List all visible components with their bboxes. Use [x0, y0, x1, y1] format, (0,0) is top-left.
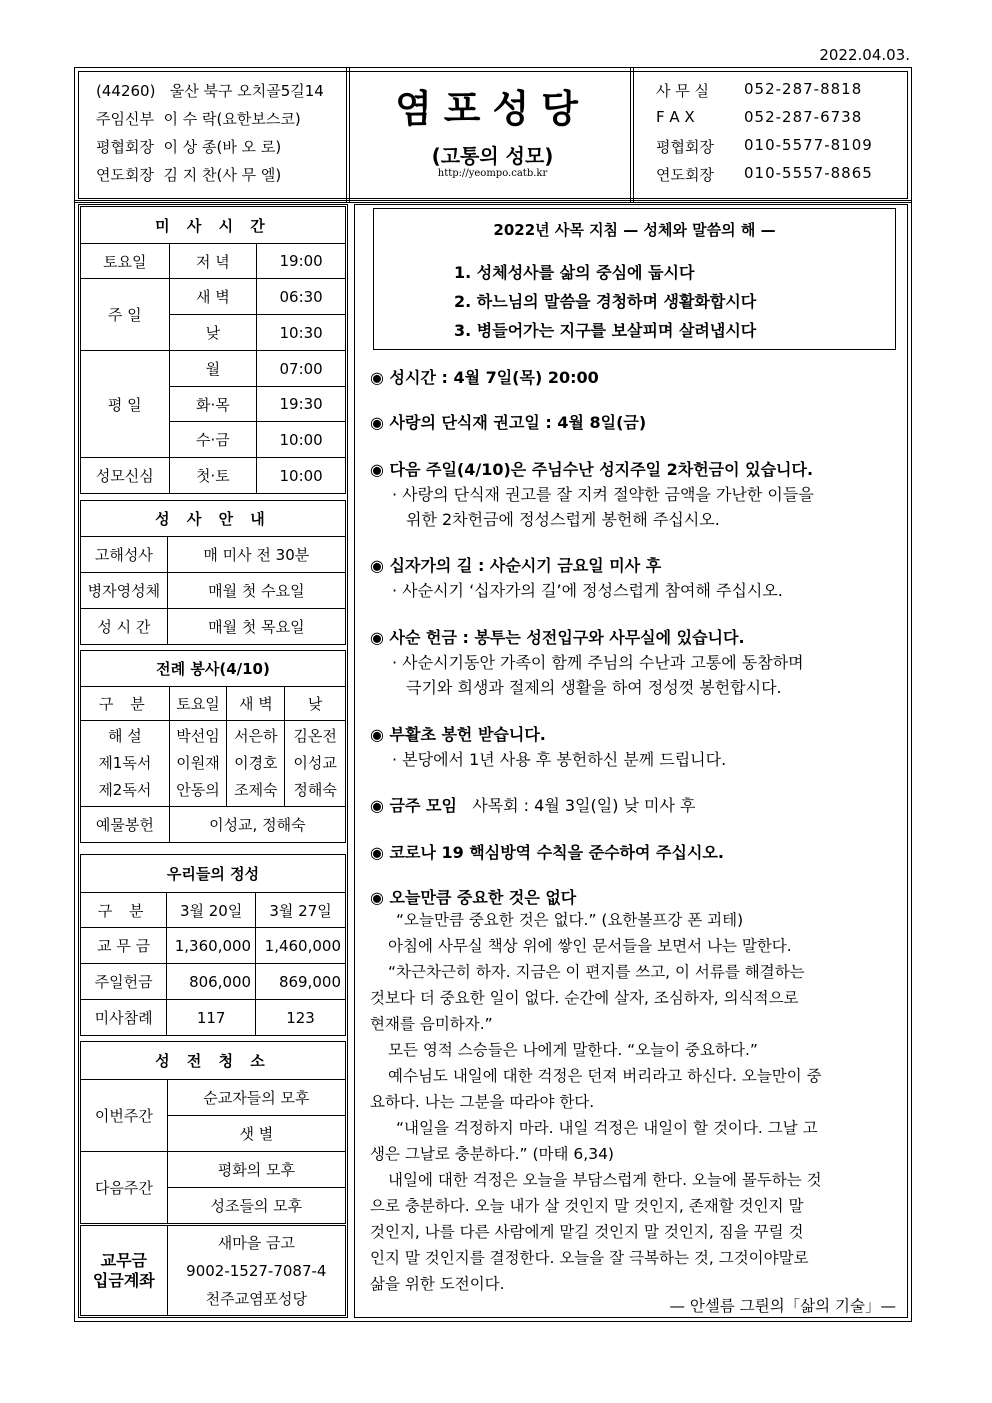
- wed-fri: 수·금: [169, 422, 257, 458]
- pastoral-title: 2022년 사목 지침 — 성체와 말씀의 해 —: [493, 221, 776, 239]
- account-table: [80, 1225, 346, 1316]
- liturgy-title: 전례 봉사(4/10): [81, 651, 346, 687]
- sacrament-title: 성 사 안 내: [81, 501, 346, 537]
- sunday-dawn-time: 06:30: [257, 279, 346, 315]
- monday-time: 07:00: [257, 351, 346, 387]
- this-week-group-2: 샛 별: [167, 1116, 345, 1152]
- sat-first-reader: 이원재: [176, 754, 220, 772]
- essay-line: 요하다. 나는 그분을 따라야 한다.: [370, 1093, 595, 1111]
- saturday-label: 토요일: [81, 244, 170, 279]
- this-week-label: 이번주간: [81, 1080, 168, 1152]
- essay-line: 현재를 음미하자.”: [370, 1015, 493, 1033]
- account-label-line2: 입금계좌: [92, 1270, 155, 1290]
- confession-value: 매 미사 전 30분: [167, 537, 345, 573]
- council-president-name: 이 상 종(바 오 로): [163, 138, 282, 156]
- weekday-label: 평 일: [81, 351, 170, 458]
- this-week-group-1: 순교자들의 모후: [167, 1080, 345, 1116]
- essay-body: [370, 907, 900, 1297]
- sat-commentator: 박선임: [176, 727, 220, 745]
- church-dues-label: 교 무 금: [81, 928, 167, 964]
- notice-lenten-detail-1: · 사순시기동안 가족이 함께 주님의 수난과 고통에 동참하며: [392, 653, 804, 672]
- funeral-president-label: 연도회장: [96, 166, 154, 184]
- offerings-header-mar27: 3월 27일: [256, 893, 346, 928]
- essay-line: 아침에 사무실 책상 위에 쌓인 문서들을 보면서 나는 말한다.: [388, 937, 792, 955]
- dawn-commentator: 서은하: [234, 727, 278, 745]
- weekly-meeting-detail: 사목회 : 4월 3일(일) 낮 미사 후: [472, 796, 696, 815]
- day-commentator: 김온전: [293, 727, 337, 745]
- essay-line: 것인지, 나를 다른 사람에게 맡길 것인지 말 것인지, 짐을 꾸릴 것: [370, 1223, 804, 1241]
- notice-weekly-meeting: [370, 793, 696, 816]
- essay-line: 모든 영적 스승들은 나에게 말한다. “오늘이 중요하다.”: [388, 1041, 758, 1059]
- notice-covid: ◉ 코로나 19 핵심방역 수칙을 준수하여 주십시오.: [370, 843, 724, 862]
- account-label-line1: 교무금: [100, 1250, 147, 1270]
- mass-times-title: 미 사 시 간: [81, 207, 346, 244]
- sacrament-table: [80, 500, 346, 645]
- attendance-mar20: 117: [167, 1000, 256, 1036]
- parish-url[interactable]: http://yeompo.catb.kr: [437, 168, 548, 179]
- council-phone: 010-5577-8109: [744, 136, 873, 154]
- sunday-label: 주 일: [81, 279, 170, 351]
- issue-date: 2022.04.03.: [819, 46, 910, 64]
- cleaning-table: [80, 1041, 346, 1224]
- sat-second-reader: 안동의: [176, 781, 220, 799]
- office-label: 사 무 실: [656, 82, 710, 100]
- cleaning-title: 성 전 청 소: [81, 1042, 346, 1080]
- council-president-label: 평협회장: [96, 138, 154, 156]
- holy-hour-label: 성 시 간: [81, 609, 168, 645]
- liturgy-table: [80, 650, 346, 843]
- role-second-reading: 제2독서: [98, 781, 152, 799]
- postal-code: (44260): [96, 82, 156, 100]
- holy-hour-value: 매월 첫 목요일: [167, 609, 345, 645]
- marian-devotion-label: 성모신심: [81, 458, 170, 494]
- essay-title: ◉ 오늘만큼 중요한 것은 없다: [370, 888, 577, 907]
- dawn-second-reader: 조제숙: [234, 781, 278, 799]
- sunday-collection-mar20: 806,000: [167, 964, 256, 1000]
- essay-line: 으로 충분하다. 오늘 내가 살 것인지 말 것인지, 존재할 것인지 말: [370, 1197, 804, 1215]
- marian-days: 첫·토: [169, 458, 257, 494]
- account-bank: 새마을 금고: [217, 1233, 295, 1252]
- fax-number: 052-287-6738: [744, 108, 863, 126]
- role-first-reading: 제1독서: [98, 754, 152, 772]
- essay-line: 생은 그날로 충분하다.” (마태 6,34): [370, 1145, 614, 1163]
- essay-line: 내일에 대한 걱정은 오늘을 부담스럽게 한다. 오늘에 몰두하는 것: [388, 1171, 822, 1189]
- offering-value: 이성교, 정해숙: [169, 807, 345, 843]
- essay-line: 예수님도 내일에 대한 걱정은 던져 버리라고 하신다. 오늘만이 중: [388, 1067, 822, 1085]
- monday: 월: [169, 351, 257, 387]
- pastoral-guideline-box: [373, 208, 896, 350]
- notice-palm-sunday-detail-1: · 사랑의 단식재 권고를 잘 지켜 절약한 금액을 가난한 이들을: [392, 485, 814, 504]
- attendance-label: 미사참례: [81, 1000, 167, 1036]
- next-week-label: 다음주간: [81, 1152, 168, 1224]
- essay-line: “오늘만큼 중요한 것은 없다.” (요한볼프강 폰 괴테): [396, 911, 744, 929]
- notice-easter-candle: ◉ 부활초 봉헌 받습니다.: [370, 725, 546, 744]
- council-phone-label: 평협회장: [656, 138, 714, 156]
- liturgy-header-category: 구 분: [81, 687, 170, 721]
- essay-line: 인지 말 것인지를 결정한다. 오늘을 잘 극복하는 것, 그것이야말로: [370, 1249, 809, 1267]
- church-dues-mar20: 1,360,000: [167, 928, 256, 964]
- tue-thu: 화·목: [169, 387, 257, 422]
- funeral-phone-label: 연도회장: [656, 166, 714, 184]
- essay-line: “차근차근히 하자. 지금은 이 편지를 쓰고, 이 서류를 해결하는: [388, 963, 805, 981]
- funeral-phone: 010-5557-8865: [744, 164, 873, 182]
- pastor-label: 주임신부: [96, 110, 154, 128]
- liturgy-header-saturday: 토요일: [169, 687, 227, 721]
- day-first-reader: 이성교: [293, 754, 337, 772]
- next-week-group-1: 평화의 모후: [167, 1152, 345, 1188]
- role-commentator: 해 설: [107, 727, 142, 745]
- mass-times-table: [80, 206, 346, 494]
- essay-line: “내일을 걱정하지 마라. 내일 걱정은 내일이 할 것이다. 그날 고: [396, 1119, 818, 1137]
- liturgy-header-day: 낮: [285, 687, 346, 721]
- notice-fasting-day: ◉ 사랑의 단식재 권고일 : 4월 8일(금): [370, 413, 647, 432]
- liturgy-header-dawn: 새 벽: [227, 687, 285, 721]
- notice-holy-hour: ◉ 성시간 : 4월 7일(목) 20:00: [370, 368, 599, 387]
- next-week-group-2: 성조들의 모후: [167, 1188, 345, 1224]
- sick-communion-value: 매월 첫 수요일: [167, 573, 345, 609]
- notice-lenten-offering: ◉ 사순 헌금 : 봉투는 성전입구와 사무실에 있습니다.: [370, 628, 745, 647]
- notice-stations-detail: · 사순시기 ‘십자가의 길’에 정성스럽게 참여해 주십시오.: [392, 581, 783, 600]
- sunday-day-time: 10:30: [257, 315, 346, 351]
- funeral-president-name: 김 지 찬(사 무 엘): [163, 166, 282, 184]
- offerings-header-mar20: 3월 20일: [167, 893, 256, 928]
- saturday-evening: 저 녁: [169, 244, 257, 279]
- church-dues-mar27: 1,460,000: [256, 928, 346, 964]
- essay-line: 것보다 더 중요한 일이 없다. 순간에 살자, 조심하자, 의식적으로: [370, 989, 799, 1007]
- address: 울산 북구 오치골5길14: [169, 82, 324, 100]
- offerings-header-category: 구 분: [81, 893, 167, 928]
- sunday-collection-label: 주일헌금: [81, 964, 167, 1000]
- wed-fri-time: 10:00: [257, 422, 346, 458]
- offerings-table: [80, 854, 346, 1036]
- fax-label: F A X: [656, 108, 695, 126]
- offerings-title: 우리들의 정성: [81, 855, 346, 893]
- essay-line: 삶을 위한 도전이다.: [370, 1275, 505, 1293]
- parish-title: 염포성당: [395, 87, 590, 131]
- essay-source: — 안셀름 그륀의「삶의 기술」—: [669, 1297, 896, 1315]
- notice-palm-sunday: ◉ 다음 주일(4/10)은 주님수난 성지주일 2차헌금이 있습니다.: [370, 460, 814, 479]
- account-holder: 천주교염포성당: [205, 1289, 308, 1308]
- account-number: 9002-1527-7087-4: [186, 1261, 327, 1280]
- pastoral-item-3: 3. 병들어가는 지구를 보살피며 살려냅시다: [454, 321, 757, 340]
- pastoral-item-1: 1. 성체성사를 삶의 중심에 둡시다: [454, 263, 695, 282]
- notice-easter-candle-detail: · 본당에서 1년 사용 후 봉헌하신 분께 드립니다.: [392, 750, 727, 769]
- tue-thu-time: 19:30: [257, 387, 346, 422]
- sunday-day: 낮: [169, 315, 257, 351]
- weekly-meeting-label: ◉ 금주 모임: [370, 796, 457, 815]
- confession-label: 고해성사: [81, 537, 168, 573]
- saturday-time: 19:00: [257, 244, 346, 279]
- sunday-collection-mar27: 869,000: [256, 964, 346, 1000]
- notice-palm-sunday-detail-2: 위한 2차헌금에 정성스럽게 봉헌해 주십시오.: [406, 510, 720, 529]
- notice-stations-of-cross: ◉ 십자가의 길 : 사순시기 금요일 미사 후: [370, 556, 662, 575]
- pastor-name: 이 수 락(요한보스코): [163, 110, 301, 128]
- dawn-first-reader: 이경호: [234, 754, 278, 772]
- sick-communion-label: 병자영성체: [81, 573, 168, 609]
- sunday-dawn: 새 벽: [169, 279, 257, 315]
- office-phone: 052-287-8818: [744, 80, 863, 98]
- attendance-mar27: 123: [256, 1000, 346, 1036]
- marian-time: 10:00: [257, 458, 346, 494]
- notice-lenten-detail-2: 극기와 희생과 절제의 생활을 하여 정성껏 봉헌합시다.: [406, 678, 782, 697]
- day-second-reader: 정해숙: [293, 781, 337, 799]
- pastoral-item-2: 2. 하느님의 말씀을 경청하며 생활화합시다: [454, 292, 757, 311]
- parish-subtitle: (고통의 성모): [431, 144, 554, 168]
- offering-label: 예물봉헌: [81, 807, 170, 843]
